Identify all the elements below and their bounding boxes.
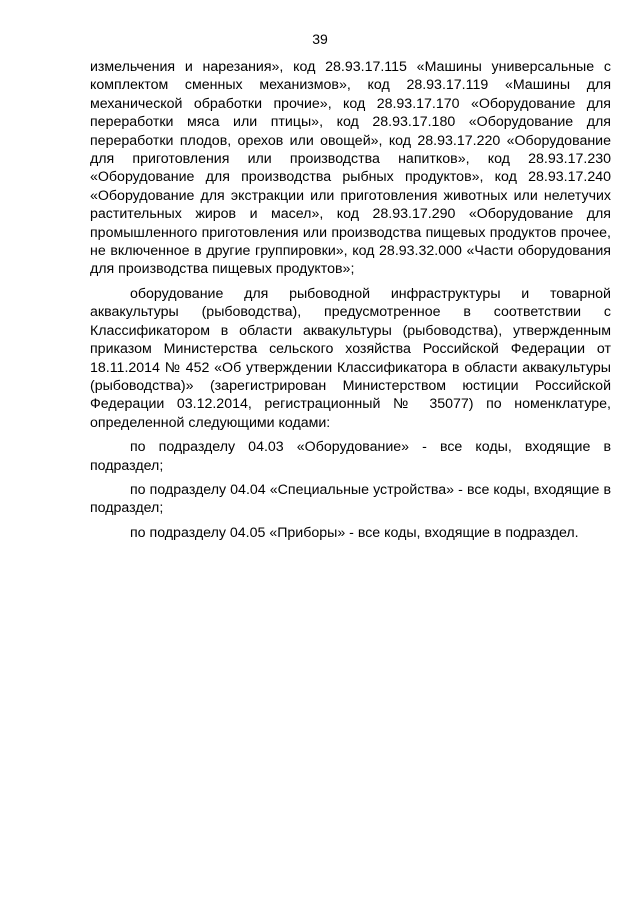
page-number: 39 [312, 31, 328, 47]
paragraph-continuation: измельчения и нарезания», код 28.93.17.115 «Машины универсальные с комплектом сменных механизмов», код 28.93.17.119 «Машины для механической обработки прочие», код 28.93.17.170 «Оборудование для переработки мяса или птицы», код 28.93.17.180 «Оборудование для переработки плодов, орехов или овощей», код 28.93.17.220 «Оборудование для приготовления или производства напитков», код 28.93.17.230 «Оборудование для производства рыбных продуктов», код 28.93.17.240 «Оборудование для экстракции или приготовления животных или нелетучих растительных жиров и масел», код 28.93.17.290 «Оборудование для промышленного приготовления или производства пищевых продуктов прочее, не включенное в другие группировки», код 28.93.32.000 «Части оборудования для производства пищевых продуктов»; [90, 59, 611, 278]
paragraph-subsection-04-04: по подразделу 04.04 «Специальные устройства» - все коды, входящие в подраздел; [90, 481, 611, 517]
paragraph-subsection-04-05: по подразделу 04.05 «Приборы» - все коды, входящие в подраздел. [130, 524, 579, 541]
document-body [90, 58, 611, 548]
paragraph-subsection-04-03: по подразделу 04.03 «Оборудование» - все коды, входящие в подраздел; [90, 439, 611, 474]
paragraph-aquaculture-equipment: оборудование для рыбоводной инфраструктуры и товарной аквакультуры (рыбоводства), предусмотренное в соответствии с Классификатором в области аквакультуры (рыбоводства), утвержденным приказом Министерства сельского хозяйства Российской Федерации от 18.11.2014 № 452 «Об утверждении Классификатора в области аквакультуры (рыбоводства)» (зарегистрирован Министерством юстиции Российской Федерации 03.12.2014, регистрационный № 35077) по номенклатуре, определенной следующими кодами: [90, 285, 611, 431]
